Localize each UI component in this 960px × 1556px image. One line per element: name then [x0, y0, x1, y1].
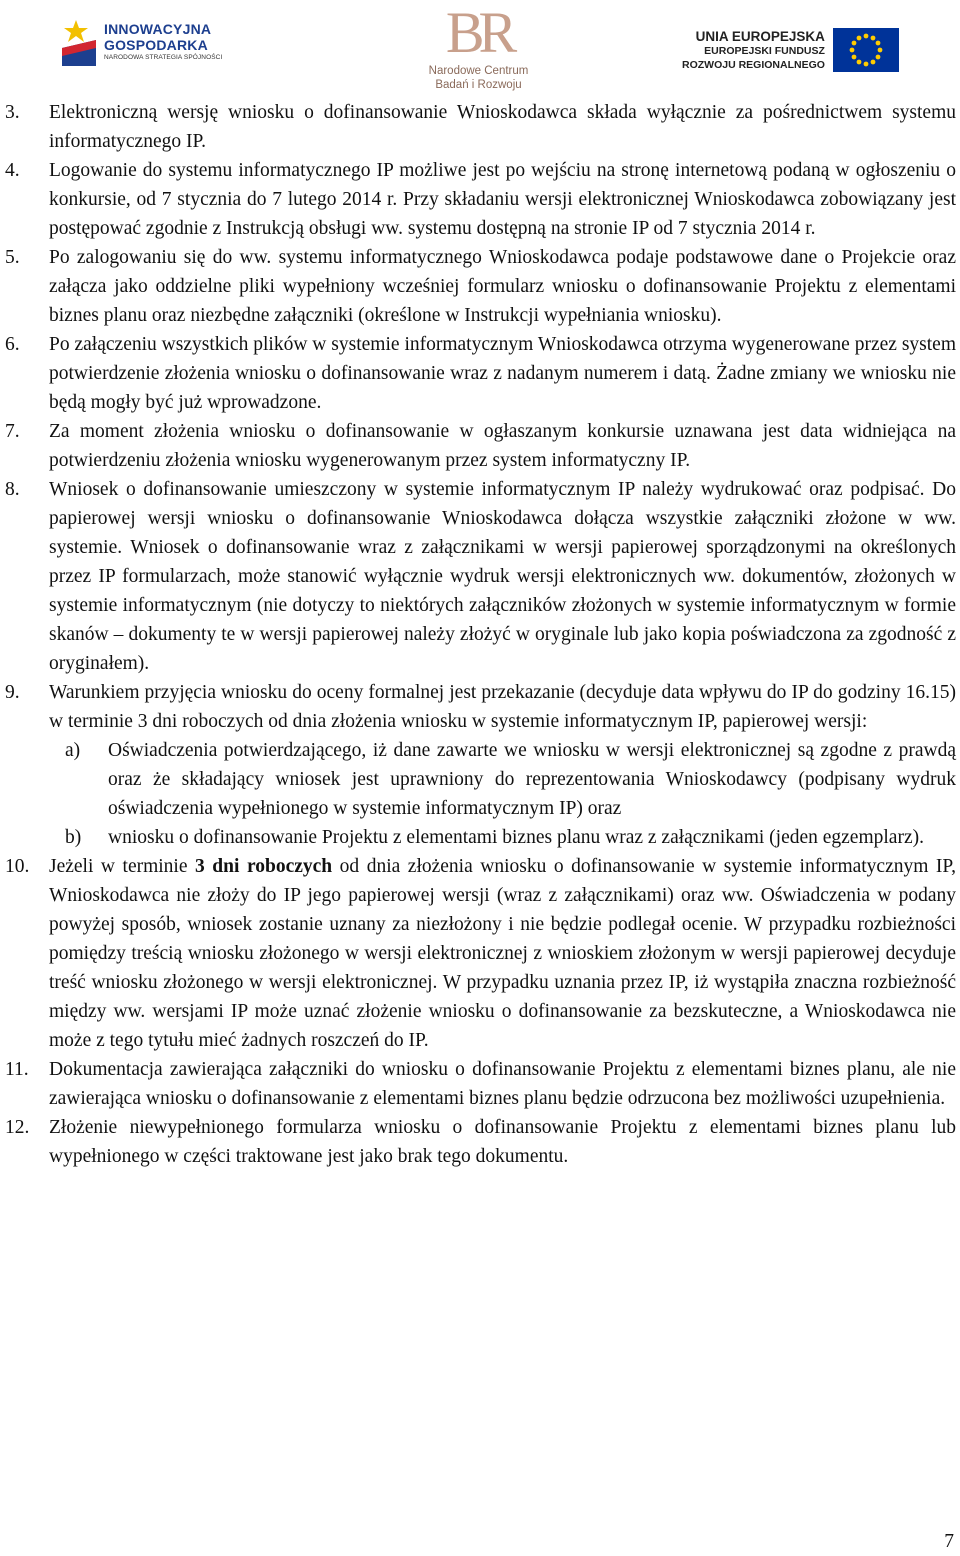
ncbr-name-line1: Narodowe Centrum [428, 65, 529, 77]
list-item [5, 243, 956, 330]
list-item [5, 1113, 956, 1171]
item-number: 3. [5, 102, 20, 123]
item-text-start: Jeżeli w terminie [49, 856, 196, 877]
numbered-list [5, 98, 956, 1171]
list-item [5, 678, 956, 852]
star-flag-icon [62, 18, 96, 66]
item-number: 10. [5, 856, 30, 877]
document-body [5, 98, 956, 1171]
sub-item-text: wniosku o dofinansowanie Projektu z elementami biznes planu wraz z załącznikami (jeden egzemplarz). [108, 827, 924, 848]
innowacyjna-gospodarka-logo [62, 18, 222, 66]
list-item [5, 475, 956, 678]
ncbr-logo [416, 0, 541, 92]
item-number: 8. [5, 479, 20, 500]
item-text-end: od dnia złożenia wniosku o dofinansowanie w systemie informatycznym IP, Wnioskodawca nie złoży do IP jego papierowej wersji (wraz z załącznikami) oraz ww. Oświadczenia w podany powyżej sposób, wniosek zostanie uznany za niezłożony i nie będzie podlegał ocenie. W przypadku rozbieżności pomiędzy treścią wniosku złożonego w wersji elektronicznej z wnioskiem złożonym w wersji papierowej decyduje treść wniosku złożonego w wersji elektronicznej. W przypadku uznania przez IP, iż wystąpiła znaczna rozbieżność między ww. wersjami IP może uznać złożenie wniosku o dofinansowanie za bezskuteczne, a Wnioskodawca nie może z tego tytułu mieć żadnych roszczeń do IP. [49, 856, 956, 1051]
item-text: Dokumentacja zawierająca załączniki do wniosku o dofinansowanie Projektu z elementami biznes planu, ale nie zawierająca wniosku o dofinansowanie z elementami biznes planu będzie odrzucona bez możliwości uzupełnienia. [49, 1059, 956, 1109]
ig-title-line1: INNOWACYJNA [104, 21, 212, 38]
item-number: 5. [5, 247, 20, 268]
sub-item-text: Oświadczenia potwierdzającego, iż dane zawarte we wniosku w wersji elektronicznej są zgodne z prawdą oraz że składający wniosek jest uprawniony do reprezentowania Wnioskodawcy (podpisany wydruk oświadczenia wypełnionego w systemie informatycznym IP) oraz [108, 740, 956, 819]
item-text: Po załączeniu wszystkich plików w systemie informatycznym Wnioskodawca otrzyma wygenerowane przez system potwierdzenie złożenia wniosku o dofinansowanie wraz z nadanym numerem i datą. Żadne zmiany we wniosku nie będą mogły być już wprowadzone. [49, 334, 956, 413]
item-number: 4. [5, 160, 20, 181]
list-item [5, 852, 956, 1055]
item-number: 11. [5, 1059, 29, 1080]
list-item [5, 1055, 956, 1113]
eu-fund-line2: ROZWOJU REGIONALNEGO [682, 58, 825, 71]
page-header [0, 0, 960, 96]
item-text: Logowanie do systemu informatycznego IP możliwe jest po wejściu na stronę internetową podaną w ogłoszeniu o konkursie, od 7 stycznia do 7 lutego 2014 r. Przy składaniu wersji elektronicznej Wnioskodawca zobowiązany jest postępować zgodnie z Instrukcją obsługi ww. systemu dostępną na stronie IP od 7 stycznia 2014 r. [49, 160, 956, 239]
item-text: Warunkiem przyjęcia wniosku do oceny formalnej jest przekazanie (decyduje data wpływu do IP do godziny 16.15) w terminie 3 dni roboczych od dnia złożenia wniosku w systemie informatycznym IP, papierowej wersji: [49, 682, 956, 732]
ncbr-name-line2: Badań i Rozwoju [435, 79, 522, 91]
page-number: 7 [944, 1531, 954, 1552]
sub-list [49, 736, 956, 852]
sub-item-letter: b) [65, 827, 82, 848]
item-text: Po zalogowaniu się do ww. systemu informatycznego Wnioskodawca podaje podstawowe dane o Projekcie oraz załącza jako oddzielne pliki wypełniony wcześniej formularz wniosku o dofinansowanie Projektu z elementami biznes planu oraz niezbędne załączniki (określone w Instrukcji wypełniania wniosku). [49, 247, 956, 326]
item-text: Wniosek o dofinansowanie umieszczony w systemie informatycznym IP należy wydrukować oraz podpisać. Do papierowej wersji wniosku o dofinansowanie Wnioskodawca dołącza wszystkie załączniki złożone w ww. systemie. Wniosek o dofinansowanie wraz z załącznikami w wersji papierowej sporządzonymi na określonych przez IP formularzach, może stanowić wyłącznie wydruk wersji elektronicznych ww. dokumentów, złożonych w systemie informatycznym (nie dotyczy to niektórych załączników złożonych w systemie informatycznym w formie skanów – dokumenty te w wersji papierowej należy złożyć w oryginale lub jako kopia poświadczona za zgodność z oryginałem). [49, 479, 956, 674]
sub-list-item [49, 823, 956, 852]
eu-flag-icon [833, 28, 899, 72]
item-text: Złożenie niewypełnionego formularza wniosku o dofinansowanie Projektu z elementami biznes planu lub wypełnionego w części traktowane jest jako brak tego dokumentu. [49, 1117, 956, 1167]
item-text: Elektroniczną wersję wniosku o dofinansowanie Wnioskodawca składa wyłącznie za pośrednictwem systemu informatycznego IP. [49, 102, 956, 152]
list-item [5, 98, 956, 156]
ig-title-line2: GOSPODARKA [104, 37, 208, 54]
ig-subtitle: NARODOWA STRATEGIA SPÓJNOŚCI [104, 54, 223, 62]
item-text: Za moment złożenia wniosku o dofinansowanie w ogłaszanym konkursie uznawana jest data widniejąca na potwierdzeniu złożenia wniosku wygenerowanym przez system informatyczny IP. [49, 421, 956, 471]
item-text [49, 852, 956, 1055]
eu-logo [682, 28, 899, 72]
sub-list-item [49, 736, 956, 823]
eu-title: UNIA EUROPEJSKA [695, 28, 825, 44]
list-item [5, 330, 956, 417]
item-number: 7. [5, 421, 20, 442]
item-number: 6. [5, 334, 20, 355]
item-number: 12. [5, 1117, 30, 1138]
item-text-bold: 3 dni roboczych [195, 856, 333, 877]
list-item [5, 417, 956, 475]
list-item [5, 156, 956, 243]
sub-item-letter: a) [65, 740, 81, 761]
eu-fund-line1: EUROPEJSKI FUNDUSZ [704, 45, 825, 58]
ncbr-mark: BR [445, 0, 512, 65]
item-number: 9. [5, 682, 20, 703]
